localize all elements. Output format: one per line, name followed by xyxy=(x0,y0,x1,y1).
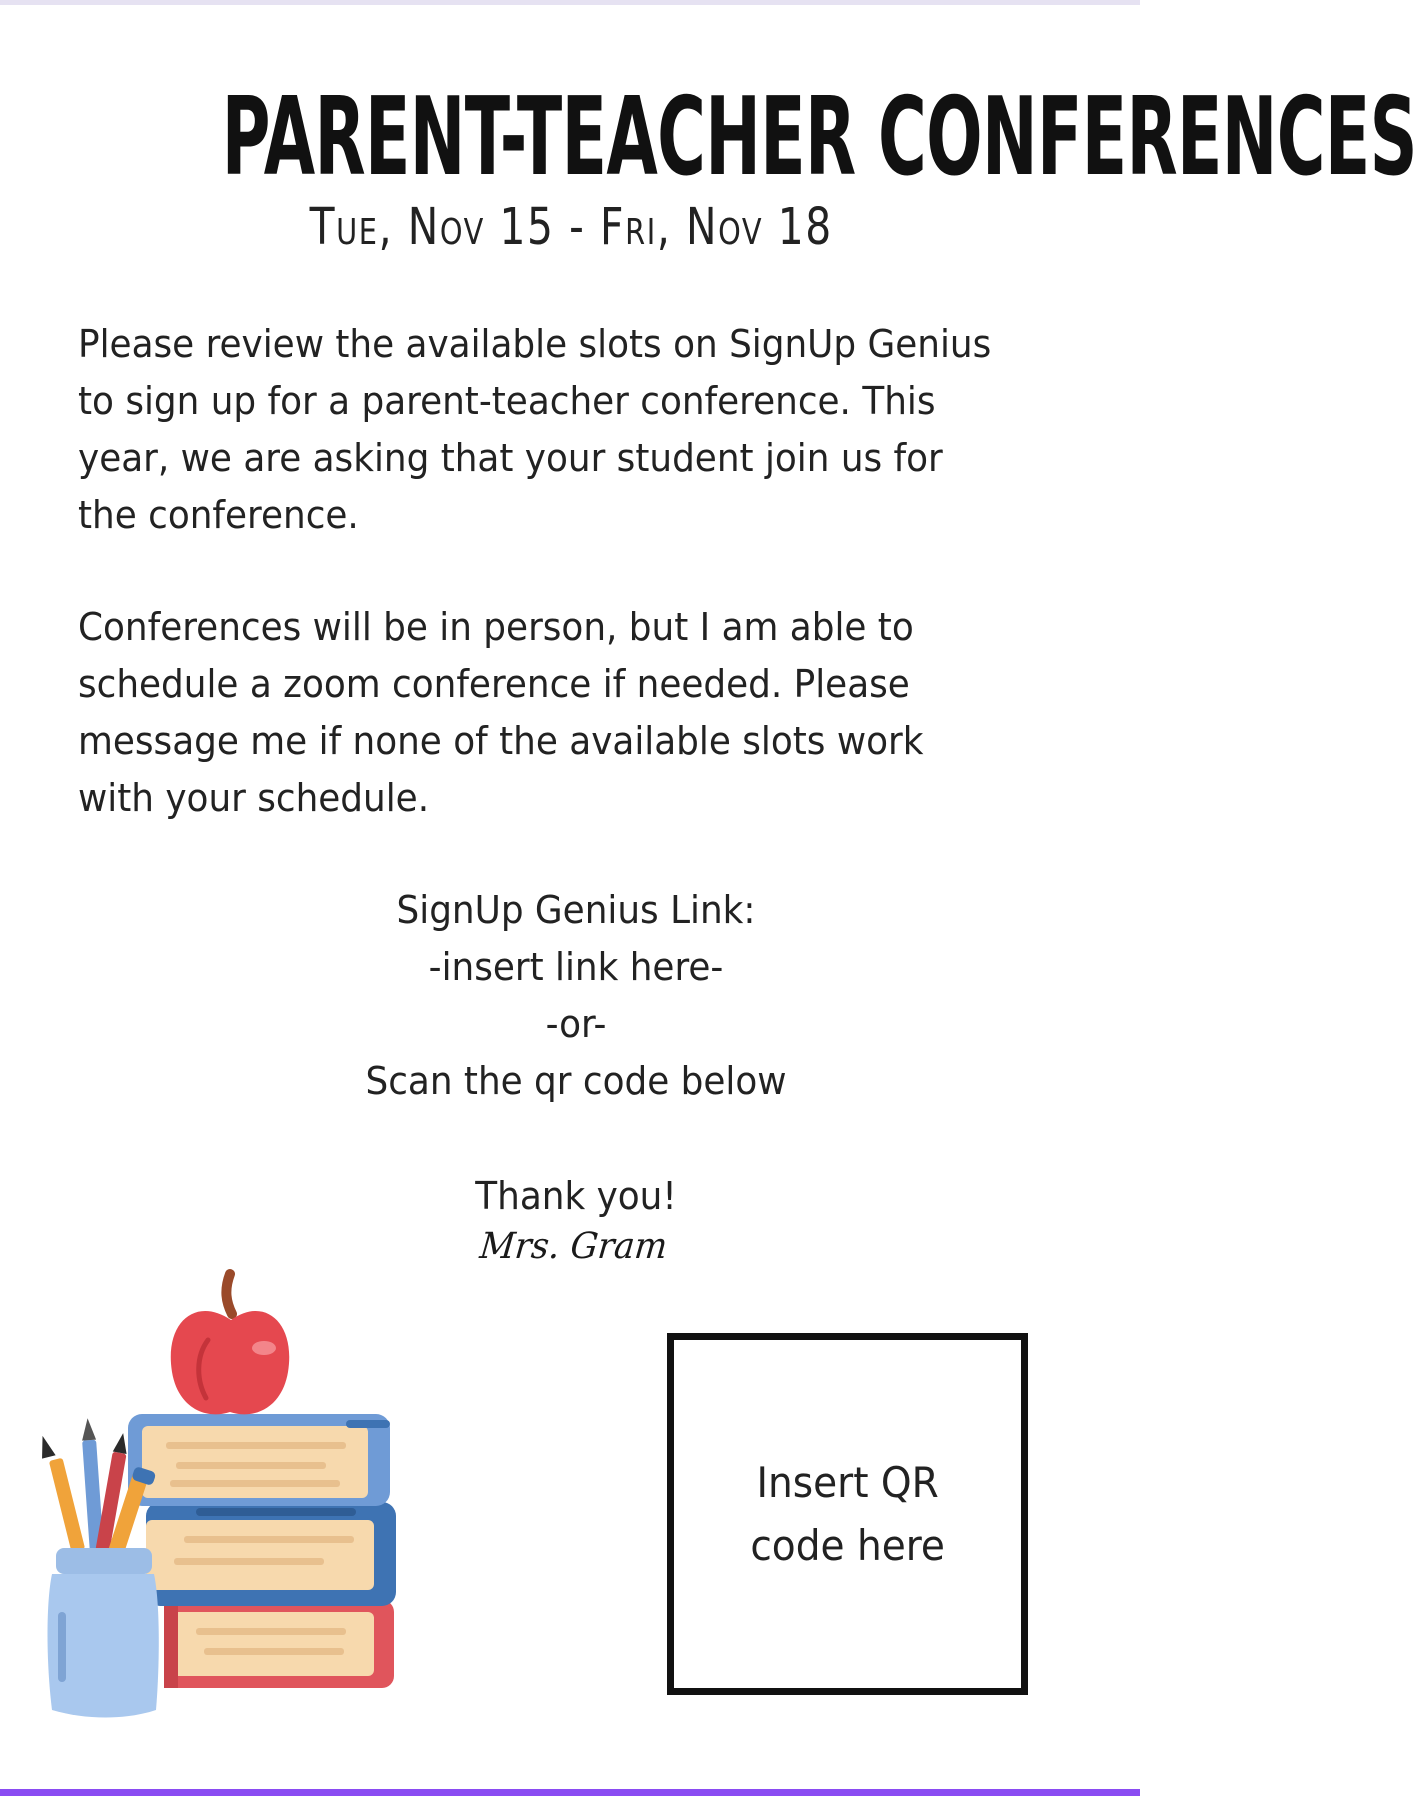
qr-code-placeholder xyxy=(667,1333,1028,1695)
apple-books-illustration xyxy=(46,1262,416,1722)
top-border xyxy=(0,0,1140,5)
bottom-border xyxy=(0,1789,1140,1796)
page-title: PARENT-TEACHER CONFERENCES xyxy=(221,75,1417,200)
signup-link-block xyxy=(40,882,1111,1110)
signup-link-placeholder[interactable]: -insert link here- xyxy=(428,945,724,990)
teacher-signature: Mrs. Gram xyxy=(477,1226,670,1267)
signup-link-label: SignUp Genius Link: xyxy=(396,888,756,933)
qr-placeholder-text: Insert QR code here xyxy=(750,1458,945,1570)
thank-you-text: Thank you! xyxy=(475,1174,677,1219)
intro-paragraph: Please review the available slots on SignUp Genius to sign up for a parent-teacher conference. This year, we are asking that your student join us for the conference. xyxy=(78,322,992,538)
conference-dates: Tue, Nov 15 - Fri, Nov 18 xyxy=(309,198,833,257)
scan-instruction: Scan the qr code below xyxy=(365,1059,787,1104)
zoom-paragraph: Conferences will be in person, but I am able to schedule a zoom conference if needed. Please message me if none of the available slots work with your schedule. xyxy=(78,605,924,821)
school-supplies-icon xyxy=(46,1262,416,1722)
or-divider-text: -or- xyxy=(545,1002,607,1047)
